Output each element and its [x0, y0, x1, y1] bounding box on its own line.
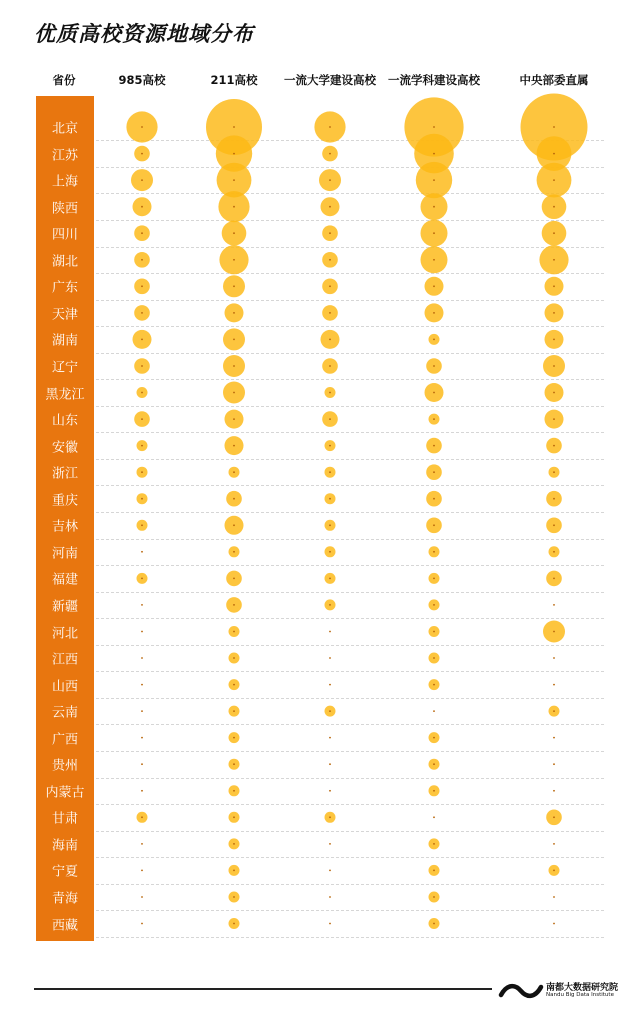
center-dot — [233, 923, 235, 925]
center-dot — [553, 604, 555, 606]
footer-org-name-en: Nandu Big Data Institute — [546, 992, 614, 998]
center-dot — [329, 843, 331, 845]
center-dot — [433, 631, 435, 633]
center-dot — [233, 365, 235, 367]
center-dot — [141, 206, 143, 208]
center-dot — [233, 153, 235, 155]
center-dot — [329, 339, 331, 341]
province-label: 辽宁 — [51, 360, 78, 376]
province-label: 西藏 — [51, 918, 78, 933]
center-dot — [433, 578, 435, 580]
province-label: 海南 — [51, 838, 78, 854]
center-dot — [329, 365, 331, 367]
center-dot — [329, 126, 331, 128]
center-dot — [433, 232, 435, 234]
center-dot — [233, 126, 235, 128]
province-label: 河北 — [51, 626, 78, 641]
center-dot — [329, 737, 331, 739]
center-dot — [553, 126, 555, 128]
center-dot — [329, 179, 331, 181]
center-dot — [233, 870, 235, 872]
col-header-211: 211高校 — [210, 73, 258, 87]
center-dot — [141, 710, 143, 712]
province-label: 北京 — [51, 121, 78, 137]
center-dot — [141, 816, 143, 818]
center-dot — [329, 392, 331, 394]
center-dot — [141, 418, 143, 420]
center-dot — [141, 259, 143, 261]
center-dot — [433, 816, 435, 818]
center-dot — [329, 498, 331, 500]
center-dot — [141, 339, 143, 341]
center-dot — [553, 445, 555, 447]
province-label: 宁夏 — [51, 864, 78, 880]
province-label: 甘肃 — [51, 811, 78, 827]
province-label: 重庆 — [51, 493, 78, 509]
center-dot — [433, 524, 435, 526]
col-header-985: 985高校 — [118, 73, 166, 87]
province-label: 内蒙古 — [45, 785, 85, 801]
center-dot — [233, 657, 235, 659]
center-dot — [141, 843, 143, 845]
center-dot — [233, 604, 235, 606]
center-dot — [553, 578, 555, 580]
center-dot — [329, 418, 331, 420]
center-dot — [553, 843, 555, 845]
center-dot — [553, 179, 555, 181]
center-dot — [233, 684, 235, 686]
province-label: 山东 — [51, 413, 78, 429]
province-label: 广西 — [51, 732, 78, 748]
province-label: 陕西 — [51, 201, 78, 217]
center-dot — [141, 445, 143, 447]
center-dot — [329, 471, 331, 473]
center-dot — [553, 816, 555, 818]
center-dot — [329, 259, 331, 261]
center-dot — [553, 737, 555, 739]
center-dot — [553, 498, 555, 500]
center-dot — [233, 312, 235, 314]
province-label: 福建 — [51, 572, 78, 588]
center-dot — [141, 285, 143, 287]
center-dot — [141, 312, 143, 314]
center-dot — [329, 604, 331, 606]
center-dot — [233, 843, 235, 845]
center-dot — [553, 684, 555, 686]
center-dot — [433, 259, 435, 261]
center-dot — [141, 153, 143, 155]
center-dot — [433, 790, 435, 792]
center-dot — [553, 312, 555, 314]
center-dot — [233, 232, 235, 234]
nandu-logo-icon — [498, 981, 544, 1001]
province-label: 天津 — [51, 307, 78, 323]
center-dot — [433, 923, 435, 925]
center-dot — [233, 179, 235, 181]
center-dot — [141, 551, 143, 553]
center-dot — [433, 418, 435, 420]
center-dot — [329, 816, 331, 818]
footer-divider — [34, 988, 492, 990]
footer-org-name: 南都大数据研究院 — [546, 983, 619, 993]
center-dot — [433, 312, 435, 314]
center-dot — [141, 179, 143, 181]
province-label: 云南 — [51, 705, 78, 721]
center-dot — [329, 631, 331, 633]
center-dot — [141, 631, 143, 633]
province-label: 黑龙江 — [45, 387, 85, 402]
center-dot — [433, 896, 435, 898]
center-dot — [329, 657, 331, 659]
center-dot — [433, 710, 435, 712]
center-dot — [141, 126, 143, 128]
center-dot — [433, 445, 435, 447]
center-dot — [141, 392, 143, 394]
center-dot — [329, 445, 331, 447]
province-label: 山西 — [51, 679, 78, 695]
center-dot — [553, 418, 555, 420]
center-dot — [433, 206, 435, 208]
province-label: 四川 — [51, 227, 78, 243]
center-dot — [141, 471, 143, 473]
center-dot — [553, 763, 555, 765]
center-dot — [553, 896, 555, 898]
center-dot — [329, 578, 331, 580]
center-dot — [433, 126, 435, 128]
center-dot — [433, 365, 435, 367]
province-label: 贵州 — [51, 758, 78, 774]
center-dot — [553, 551, 555, 553]
center-dot — [553, 471, 555, 473]
center-dot — [233, 631, 235, 633]
center-dot — [141, 498, 143, 500]
center-dot — [553, 365, 555, 367]
center-dot — [433, 604, 435, 606]
center-dot — [433, 551, 435, 553]
center-dot — [433, 392, 435, 394]
center-dot — [553, 524, 555, 526]
center-dot — [433, 285, 435, 287]
center-dot — [233, 578, 235, 580]
center-dot — [553, 923, 555, 925]
center-dot — [233, 551, 235, 553]
province-label: 上海 — [51, 174, 78, 190]
center-dot — [233, 737, 235, 739]
center-dot — [433, 843, 435, 845]
footer-logo — [498, 979, 622, 1003]
center-dot — [329, 524, 331, 526]
center-dot — [553, 870, 555, 872]
col-header-province: 省份 — [52, 73, 76, 87]
province-label: 吉林 — [51, 519, 78, 535]
province-label: 安徽 — [51, 440, 78, 456]
center-dot — [233, 471, 235, 473]
center-dot — [141, 923, 143, 925]
center-dot — [553, 259, 555, 261]
center-dot — [553, 206, 555, 208]
center-dot — [329, 153, 331, 155]
center-dot — [141, 790, 143, 792]
province-label: 江西 — [51, 652, 78, 668]
center-dot — [141, 657, 143, 659]
center-dot — [329, 710, 331, 712]
center-dot — [329, 285, 331, 287]
province-label: 广东 — [51, 280, 78, 296]
col-header-first-class-discipline: 一流学科建设高校 — [388, 73, 480, 87]
center-dot — [141, 870, 143, 872]
center-dot — [233, 816, 235, 818]
center-dot — [141, 365, 143, 367]
center-dot — [233, 392, 235, 394]
center-dot — [433, 684, 435, 686]
center-dot — [141, 896, 143, 898]
center-dot — [233, 285, 235, 287]
center-dot — [141, 524, 143, 526]
center-dot — [433, 657, 435, 659]
center-dot — [329, 923, 331, 925]
col-header-ministry-affiliated: 中央部委直属 — [519, 73, 589, 87]
center-dot — [329, 896, 331, 898]
center-dot — [553, 285, 555, 287]
center-dot — [553, 392, 555, 394]
center-dot — [329, 684, 331, 686]
center-dot — [233, 445, 235, 447]
col-header-first-class-university: 一流大学建设高校 — [284, 73, 376, 87]
center-dot — [233, 896, 235, 898]
center-dot — [433, 153, 435, 155]
center-dot — [433, 179, 435, 181]
center-dot — [433, 870, 435, 872]
center-dot — [433, 339, 435, 341]
center-dot — [329, 763, 331, 765]
center-dot — [329, 551, 331, 553]
center-dot — [141, 737, 143, 739]
province-label: 河南 — [51, 546, 78, 562]
center-dot — [141, 232, 143, 234]
center-dot — [233, 524, 235, 526]
center-dot — [433, 737, 435, 739]
center-dot — [433, 471, 435, 473]
center-dot — [233, 710, 235, 712]
center-dot — [233, 763, 235, 765]
center-dot — [233, 418, 235, 420]
province-label: 湖南 — [51, 333, 78, 349]
province-label: 湖北 — [51, 254, 78, 270]
center-dot — [141, 684, 143, 686]
center-dot — [233, 206, 235, 208]
center-dot — [329, 870, 331, 872]
center-dot — [553, 657, 555, 659]
province-label: 新疆 — [51, 599, 78, 615]
center-dot — [553, 710, 555, 712]
center-dot — [433, 763, 435, 765]
center-dot — [553, 790, 555, 792]
center-dot — [141, 763, 143, 765]
center-dot — [553, 339, 555, 341]
province-label: 青海 — [51, 891, 78, 907]
center-dot — [233, 339, 235, 341]
center-dot — [141, 578, 143, 580]
center-dot — [233, 790, 235, 792]
center-dot — [433, 498, 435, 500]
center-dot — [553, 153, 555, 155]
center-dot — [553, 232, 555, 234]
province-label: 浙江 — [51, 466, 78, 482]
center-dot — [329, 790, 331, 792]
center-dot — [233, 498, 235, 500]
chart-title: 优质高校资源地域分布 — [34, 22, 254, 46]
center-dot — [329, 312, 331, 314]
center-dot — [553, 631, 555, 633]
center-dot — [233, 259, 235, 261]
center-dot — [141, 604, 143, 606]
center-dot — [329, 206, 331, 208]
province-label: 江苏 — [51, 148, 78, 164]
center-dot — [329, 232, 331, 234]
